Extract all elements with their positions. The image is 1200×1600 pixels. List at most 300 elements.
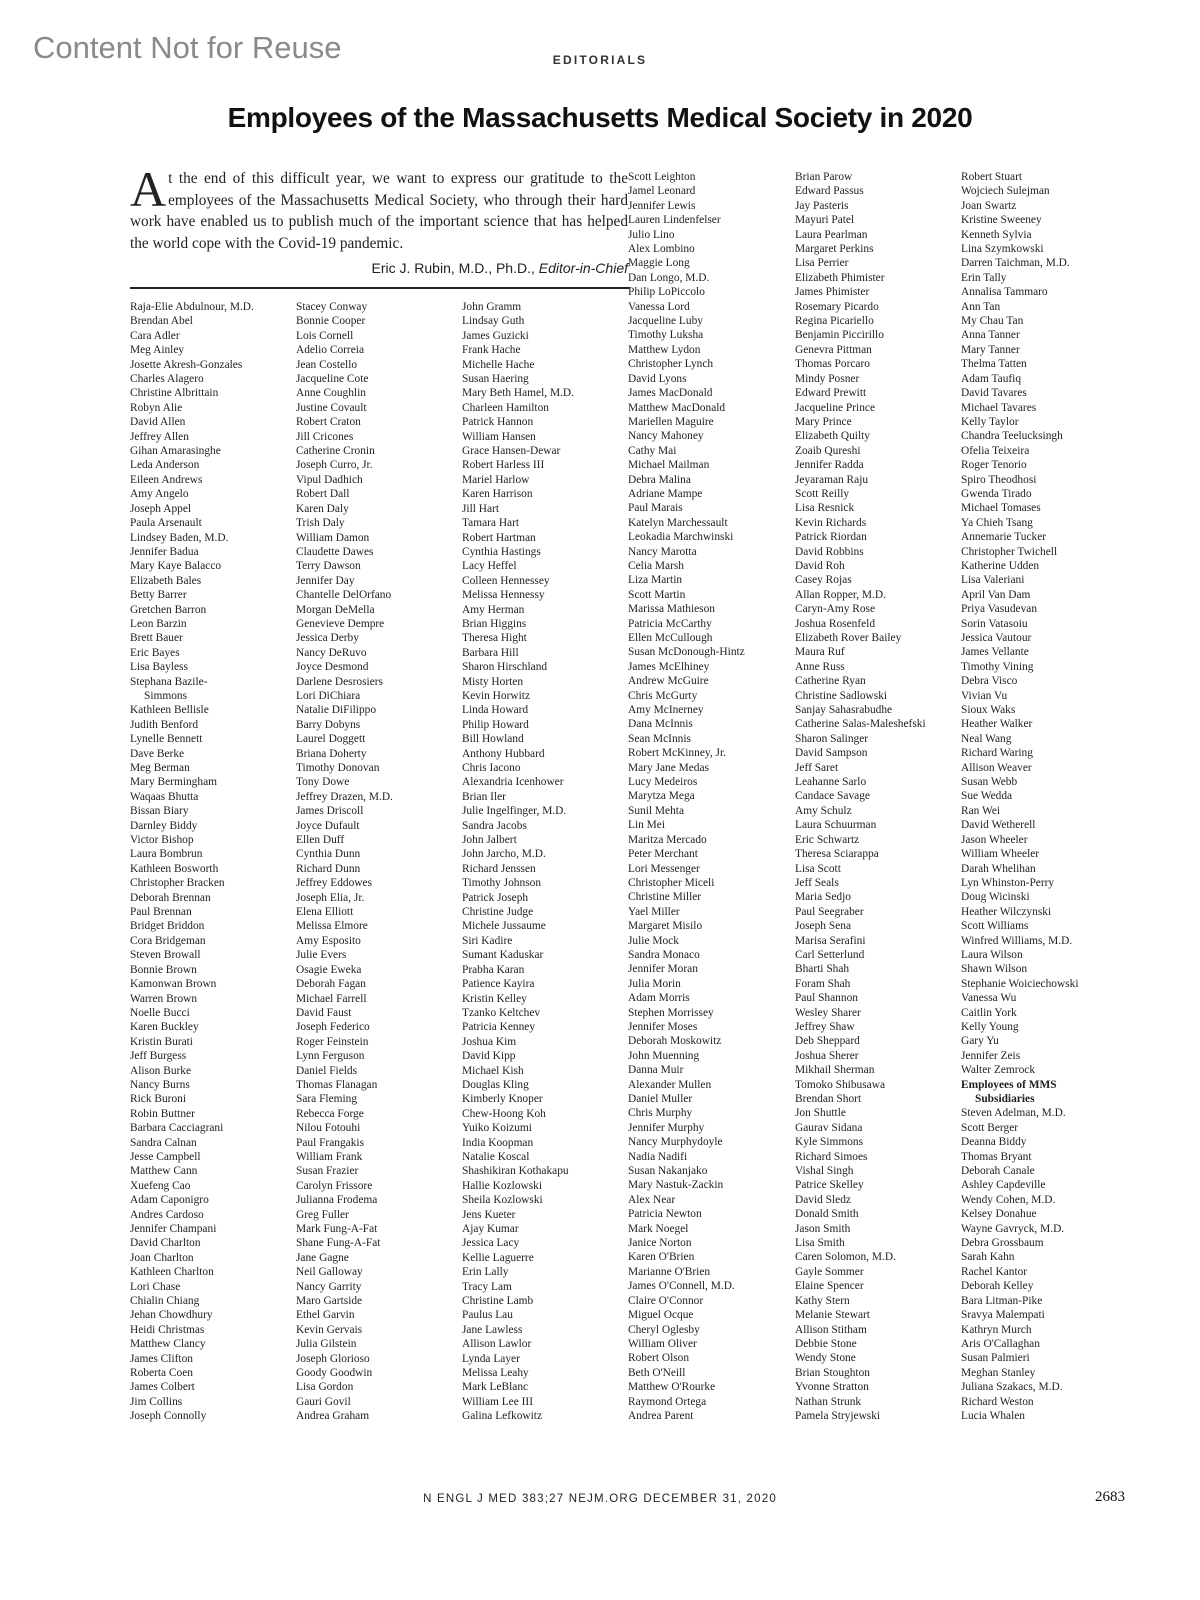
employee-name: Jennifer Lewis [628, 199, 696, 212]
employee-name: Jason Smith [795, 1222, 851, 1235]
employee-name: Bridget Briddon [130, 920, 205, 933]
employee-name: Natalie DiFilippo [296, 704, 377, 717]
employee-name: Richard Simoes [795, 1150, 868, 1163]
employee-name: Sioux Waks [961, 704, 1016, 717]
employee-name: William Damon [296, 531, 370, 544]
employee-name: Ofelia Teixeira [961, 444, 1030, 457]
employee-name: Kevin Richards [795, 516, 867, 529]
employee-name: Candace Savage [795, 790, 870, 803]
employee-name: Cynthia Hastings [462, 545, 541, 558]
employee-name: Jeffrey Shaw [795, 1020, 855, 1033]
employee-name: Chantelle DelOrfano [296, 589, 392, 602]
employee-name: Claire O'Connor [628, 1294, 704, 1307]
employee-name: Terry Dawson [296, 560, 361, 573]
employee-name: Alison Burke [130, 1064, 192, 1077]
employee-name: Lindsey Baden, M.D. [130, 531, 229, 544]
employee-name: James McElhiney [628, 660, 710, 673]
employee-name: Maria Sedjo [795, 891, 851, 904]
employee-name: India Koopman [462, 1136, 534, 1149]
employee-name: Xuefeng Cao [130, 1179, 191, 1192]
employee-name: Maro Gartside [296, 1295, 363, 1308]
employee-name: Nathan Strunk [795, 1395, 862, 1408]
employee-name: Debra Grossbaum [961, 1237, 1044, 1250]
employee-name: Dave Berke [130, 747, 185, 760]
employee-name: Employees of MMS [961, 1078, 1057, 1091]
employee-name: Elena Elliott [296, 906, 354, 919]
employee-name: Jesse Campbell [130, 1150, 201, 1163]
employee-name: John Gramm [462, 301, 522, 313]
employee-name: Mariellen Maguire [628, 415, 714, 428]
employee-name: Jeffrey Allen [130, 430, 189, 443]
employee-name: Lisa Perrier [795, 257, 849, 270]
employee-name: Janice Norton [628, 1237, 692, 1250]
employee-name: Patricia Kenney [462, 1021, 536, 1034]
employee-name: Joseph Elia, Jr. [296, 891, 365, 904]
employee-name: Catherine Ryan [795, 675, 866, 688]
employee-name: Joseph Glorioso [296, 1352, 370, 1365]
employee-name: Deborah Moskowitz [628, 1035, 722, 1048]
employee-name: Jane Gagne [296, 1251, 349, 1264]
employee-name: Chris McGurty [628, 689, 698, 702]
employee-name: James Colbert [130, 1381, 195, 1394]
employee-name: Theresa Sciarappa [795, 848, 879, 861]
employee-name: Ellen Duff [296, 834, 345, 847]
employee-name: Vivian Vu [961, 689, 1008, 702]
intro-divider [130, 287, 630, 289]
employee-name: Adam Taufiq [961, 372, 1022, 385]
employee-name: Kristine Sweeney [961, 214, 1042, 227]
employee-name: Robert Hartman [462, 531, 536, 544]
employee-name: Sorin Vatasoiu [961, 617, 1028, 630]
employee-name: Liza Martin [628, 574, 683, 587]
employee-name: Steven Browall [130, 949, 201, 962]
employee-name: Nancy Murphydoyle [628, 1136, 723, 1149]
employee-name: Susan Nakanjako [628, 1165, 708, 1178]
employee-name: Deborah Kelley [961, 1280, 1034, 1293]
employee-name: Sharon Hirschland [462, 661, 548, 674]
intro-paragraph [130, 161, 628, 254]
employee-name: Scott Williams [961, 920, 1029, 933]
employee-name: Lucia Whalen [961, 1409, 1025, 1422]
employee-name: Richard Dunn [296, 862, 361, 875]
employee-name: Christopher Twichell [961, 545, 1058, 558]
employee-name: Wesley Sharer [795, 1006, 861, 1019]
employee-name: Mark LeBlanc [462, 1381, 529, 1394]
employee-name: Eric Bayes [130, 646, 180, 659]
employee-name: Kimberly Knoper [462, 1093, 543, 1106]
employee-name: Melissa Leahy [462, 1367, 529, 1380]
employee-name: Stacey Conway [296, 301, 368, 313]
employee-name: Paul Shannon [795, 992, 858, 1005]
employee-name: Brendan Short [795, 1093, 862, 1105]
employee-name: Lynda Layer [462, 1352, 520, 1365]
employee-name: Mary Prince [795, 415, 852, 428]
employee-name: Scott Leighton [628, 171, 696, 183]
employee-name: Allison Lawlor [462, 1338, 532, 1351]
employee-name: Nancy Mahoney [628, 430, 704, 443]
employee-name: David Kipp [462, 1050, 516, 1063]
employee-name: Doug Wicinski [961, 891, 1030, 904]
employee-name: Patrick Joseph [462, 891, 529, 904]
employee-name: Jean Costello [296, 358, 358, 371]
employee-name: Susan Webb [961, 776, 1018, 789]
employee-name: Josette Akresh-Gonzales [130, 358, 243, 371]
employee-name: Mikhail Sherman [795, 1064, 875, 1077]
employee-name: Thomas Bryant [961, 1150, 1032, 1163]
employee-name: Marytza Mega [628, 790, 695, 803]
employee-name: Jeffrey Eddowes [296, 877, 373, 890]
employee-name: Joseph Sena [795, 920, 851, 933]
employee-name: Allan Ropper, M.D. [795, 588, 886, 601]
employee-name: David Wetherell [961, 819, 1036, 832]
employee-name: Trish Daly [296, 517, 345, 530]
employee-name: Jay Pasteris [795, 199, 849, 212]
employee-name: Kellie Laguerre [462, 1251, 534, 1264]
employee-name: Neil Galloway [296, 1266, 363, 1279]
employee-name: Philip LoPiccolo [628, 286, 705, 299]
employee-name: Tomoko Shibusawa [795, 1078, 886, 1091]
employee-name: Darren Taichman, M.D. [961, 257, 1070, 270]
employee-name: Jane Lawless [462, 1323, 523, 1336]
employee-name: Brian Iler [462, 790, 506, 803]
employee-name: Kamonwan Brown [130, 978, 217, 991]
employee-name: Genevieve Dempre [296, 617, 385, 630]
employee-name: Sean McInnis [628, 732, 691, 745]
employee-name: Tony Dowe [296, 776, 350, 789]
employee-name: Susan Palmieri [961, 1352, 1030, 1365]
employee-name: Alexander Mullen [628, 1078, 712, 1091]
employee-name: Andrea Parent [628, 1409, 694, 1422]
employee-name: Annemarie Tucker [961, 531, 1047, 544]
signature-name: Eric J. Rubin, M.D., Ph.D., [371, 260, 539, 276]
employee-name: Jamel Leonard [628, 185, 696, 198]
employee-name: Sandra Monaco [628, 948, 700, 961]
employee-name: Priya Vasudevan [961, 603, 1038, 616]
employee-name: Lisa Scott [795, 862, 841, 875]
employee-name: April Van Dam [961, 588, 1031, 601]
employee-name: Debbie Stone [795, 1337, 857, 1350]
employee-name: Vipul Dadhich [296, 473, 363, 486]
employee-name: David Tavares [961, 387, 1027, 400]
employee-name: Jennifer Badua [130, 545, 199, 558]
employee-name: Noelle Bucci [130, 1006, 190, 1019]
employee-name: Zoaib Qureshi [795, 444, 861, 457]
employee-name: David Allen [130, 416, 186, 429]
employee-name: Leahanne Sarlo [795, 776, 867, 789]
employee-name: Christopher Lynch [628, 358, 714, 371]
employee-name: Julie Evers [296, 949, 347, 962]
employee-name: Jehan Chowdhury [130, 1309, 213, 1322]
employee-name: Elizabeth Rover Bailey [795, 632, 902, 644]
employee-name: Sara Fleming [296, 1093, 358, 1106]
employee-name: Thomas Flanagan [296, 1078, 378, 1091]
employee-name: Amy Esposito [296, 934, 361, 947]
employee-name: Nancy Burns [130, 1078, 190, 1091]
employee-name: Kathleen Bosworth [130, 862, 219, 875]
employee-name: Shane Fung-A-Fat [296, 1237, 381, 1250]
employee-name: Kenneth Sylvia [961, 228, 1032, 241]
employee-name: Mary Bermingham [130, 776, 217, 789]
employee-name: Christine Lamb [462, 1295, 534, 1308]
employee-name: Karen Daly [296, 502, 349, 515]
employee-name: Sanjay Sahasrabudhe [795, 704, 893, 717]
employee-name: Nancy Garrity [296, 1280, 362, 1293]
employee-name: Betty Barrer [130, 589, 187, 602]
employee-name: Carl Setterlund [795, 948, 865, 961]
employee-name: Siri Kadire [462, 934, 513, 947]
employee-name: Heather Walker [961, 718, 1033, 731]
employee-name: Donald Smith [795, 1208, 859, 1221]
employee-name: Jeff Saret [795, 761, 839, 774]
employee-name: Michael Farrell [296, 992, 367, 1005]
employee-name: Benjamin Piccirillo [795, 329, 884, 342]
employee-name: Goody Goodwin [296, 1367, 373, 1380]
employee-name: Jennifer Murphy [628, 1121, 705, 1134]
employee-name: Jennifer Moses [628, 1020, 698, 1033]
employee-name: Chris Iacono [462, 762, 521, 774]
employee-name: Osagie Eweka [296, 963, 362, 976]
employee-name: Maritza Mercado [628, 833, 707, 846]
employee-name: Robert Olson [628, 1352, 690, 1365]
employee-name: Kelly Taylor [961, 415, 1019, 428]
employee-name: Darnley Biddy [130, 819, 198, 832]
employee-name: Brendan Abel [130, 315, 193, 328]
employee-name: Julie Mock [628, 934, 679, 947]
employee-name: Lisa Bayless [130, 661, 188, 674]
employee-name: Margaret Misilo [628, 920, 703, 933]
employee-name: David Faust [296, 1006, 352, 1019]
employee-name: Andrew McGuire [628, 675, 709, 688]
employee-name: Meg Ainley [130, 344, 185, 357]
employee-name: Catherine Salas-Maleshefski [795, 718, 926, 731]
employee-name: Mary Beth Hamel, M.D. [462, 387, 574, 400]
employee-name: Barbara Hill [462, 646, 519, 659]
employee-name: Jennifer Zeis [961, 1049, 1021, 1062]
employee-name: Wendy Stone [795, 1352, 856, 1365]
employee-name: Sharon Salinger [795, 732, 869, 745]
employee-name: Melissa Hennessy [462, 589, 545, 602]
employee-name: Elizabeth Bales [130, 574, 202, 587]
employee-name: Leda Anderson [130, 459, 200, 472]
employee-name: Caitlin York [961, 1006, 1017, 1019]
employee-name: Nancy Marotta [628, 545, 697, 558]
employee-name: Mindy Posner [795, 372, 860, 385]
employee-name: Patricia Newton [628, 1208, 702, 1221]
employee-name: Lina Szymkowski [961, 243, 1044, 256]
employee-name: Raymond Ortega [628, 1395, 707, 1408]
employee-name: Joseph Connolly [130, 1410, 207, 1423]
employee-name: Tracy Lam [462, 1280, 512, 1293]
names-column-1 [130, 300, 254, 1424]
employee-name: Joan Charlton [130, 1251, 194, 1264]
employee-name: Adam Morris [628, 992, 690, 1005]
employee-name: Anthony Hubbard [462, 747, 545, 760]
employee-name: Laura Wilson [961, 948, 1023, 961]
employee-name: Sumant Kaduskar [462, 949, 544, 962]
employee-name: Barry Dobyns [296, 718, 361, 731]
employee-name: Roger Feinstein [296, 1035, 369, 1048]
employee-name: Lindsay Guth [462, 315, 525, 328]
employee-name: Jon Shuttle [795, 1107, 846, 1120]
names-column-3 [462, 300, 574, 1424]
employee-name: Meghan Stanley [961, 1366, 1036, 1379]
employee-name: David Lyons [628, 372, 687, 385]
employee-name: Mary Kaye Balacco [130, 560, 222, 573]
employee-name: Kathryn Murch [961, 1323, 1032, 1336]
employee-name: Lisa Gordon [296, 1381, 354, 1394]
employee-name: Misty Horten [462, 675, 524, 688]
employee-name: Michelle Hache [462, 358, 535, 371]
names-column-6 [961, 170, 1079, 1423]
employee-name: Douglas Kling [462, 1078, 529, 1091]
employee-name: Rebecca Forge [296, 1107, 364, 1120]
employee-name: Thomas Porcaro [795, 358, 870, 371]
employee-name: Judith Benford [130, 718, 199, 731]
employee-name: Stephanie Woiciechowski [961, 977, 1079, 990]
employee-name: Prabha Karan [462, 963, 525, 976]
employee-name: Robert Harless III [462, 459, 545, 472]
employee-name: Karen Buckley [130, 1021, 199, 1034]
employee-name: Katherine Udden [961, 559, 1040, 572]
employee-name: Lacy Heffel [462, 560, 517, 573]
employee-name: Kathleen Charlton [130, 1266, 214, 1279]
employee-name: Eric Schwartz [795, 833, 860, 846]
employee-name: Lori Messenger [628, 862, 700, 875]
employee-name: Lynelle Bennett [130, 733, 203, 746]
employee-name: Michael Mailman [628, 459, 710, 472]
employee-name: Margaret Perkins [795, 243, 874, 256]
employee-name: Yvonne Stratton [795, 1381, 869, 1394]
employee-name: Vanessa Lord [628, 300, 690, 313]
employee-name: Wojciech Sulejman [961, 185, 1050, 198]
names-column-5 [795, 170, 926, 1423]
signature-role: Editor-in-Chief [538, 260, 628, 276]
employee-name: Timothy Luksha [628, 329, 704, 342]
employee-name: Victor Bishop [130, 834, 194, 847]
employee-name: Thelma Tatten [961, 358, 1027, 371]
employee-name: Gary Yu [961, 1035, 999, 1048]
employee-name: Lisa Resnick [795, 502, 855, 515]
employee-name: Pamela Stryjewski [795, 1409, 881, 1422]
employee-name: James Vellante [961, 646, 1029, 659]
employee-name: Caryn-Amy Rose [795, 603, 876, 616]
employee-name: Foram Shah [795, 977, 851, 990]
employee-name: Debra Visco [961, 675, 1018, 688]
employee-name: Jill Hart [462, 502, 500, 515]
employee-name: Bill Howland [462, 733, 524, 746]
employee-name: Morgan DeMella [296, 603, 375, 616]
employee-name: Matthew MacDonald [628, 401, 726, 414]
employee-name: Adam Caponigro [130, 1194, 209, 1207]
employee-name: Danna Muir [628, 1064, 684, 1077]
employee-name: Joseph Appel [130, 502, 192, 515]
employee-name: Dana McInnis [628, 718, 693, 731]
employee-name: Christopher Bracken [130, 877, 225, 890]
employee-name: Julia Morin [628, 977, 681, 990]
employee-name: Karen O'Brien [628, 1251, 695, 1264]
employee-name: Sue Wedda [961, 790, 1013, 803]
employee-name: Genevra Pittman [795, 343, 872, 356]
employee-name: James Phimister [795, 286, 870, 299]
employee-name: Christine Judge [462, 906, 534, 919]
employee-name: Shashikiran Kothakapu [462, 1165, 569, 1178]
employee-name: Sunil Mehta [628, 804, 685, 817]
employee-name: Scott Martin [628, 588, 686, 601]
employee-name: Jacqueline Cote [296, 373, 369, 386]
employee-name: Warren Brown [130, 992, 198, 1005]
employee-name: Patrice Skelley [795, 1179, 864, 1192]
employee-name: Brian Stoughton [795, 1366, 870, 1379]
employee-name: Annalisa Tammaro [961, 286, 1048, 299]
employee-name: Gihan Amarasinghe [130, 445, 221, 458]
employee-name: Chris Murphy [628, 1107, 693, 1120]
employee-name: Marissa Mathieson [628, 603, 715, 616]
employee-name: Christine Albrittain [130, 387, 219, 400]
employee-name: Laura Bombrun [130, 848, 203, 861]
employee-name: Kristin Burati [130, 1035, 193, 1048]
employee-name: Lyn Whinston-Perry [961, 876, 1055, 889]
employee-name: Sarah Kahn [961, 1251, 1015, 1264]
employee-name: Colleen Hennessey [462, 574, 550, 587]
employee-name: Chandra Teelucksingh [961, 430, 1063, 443]
employee-name: Brian Higgins [462, 617, 527, 630]
employee-name: Julia Gilstein [296, 1338, 357, 1351]
employee-name: Jessica Vautour [961, 632, 1032, 644]
employee-name: Winfred Williams, M.D. [961, 934, 1073, 947]
employee-name: Sheila Kozlowski [462, 1194, 543, 1207]
employee-name: Susan Frazier [296, 1165, 359, 1178]
employee-name: Celia Marsh [628, 559, 684, 572]
employee-name: Rosemary Picardo [795, 300, 879, 313]
employee-name: Jessica Derby [296, 632, 359, 645]
employee-name: Linda Howard [462, 704, 529, 717]
page-number: 2683 [1095, 1489, 1125, 1505]
employee-name: Waqaas Bhutta [130, 790, 199, 803]
employee-name: Lauren Lindenfelser [628, 214, 721, 227]
employee-name: Charles Alagero [130, 373, 204, 386]
employee-name: Bharti Shah [795, 963, 850, 976]
employee-name: David Roh [795, 559, 845, 572]
employee-name: Karen Harrison [462, 488, 533, 501]
employee-name: Ellen McCullough [628, 632, 713, 644]
employee-name: Vanessa Wu [961, 992, 1017, 1005]
employee-name: Cora Bridgeman [130, 934, 206, 947]
employee-name: Anne Coughlin [296, 387, 366, 400]
employee-name: Adriane Mampe [628, 487, 703, 500]
employee-name: Barbara Cacciagrani [130, 1122, 224, 1135]
employee-name: William Lee III [462, 1395, 534, 1408]
employee-name: Dan Longo, M.D. [628, 271, 710, 284]
employee-name: Heidi Christmas [130, 1323, 205, 1336]
employee-name: Jill Cricones [296, 430, 354, 443]
employee-name: Erin Lally [462, 1266, 509, 1279]
employee-name: Kyle Simmons [795, 1136, 864, 1149]
employee-name: Catherine Cronin [296, 445, 375, 458]
employee-name: Erin Tally [961, 271, 1007, 284]
employee-name: Anna Tanner [961, 329, 1020, 342]
employee-name: Melanie Stewart [795, 1309, 870, 1322]
employee-name: Miguel Ocque [628, 1309, 694, 1322]
employee-name: Jennifer Day [296, 574, 355, 587]
employee-name: Nadia Nadifi [628, 1150, 688, 1163]
employee-name: Andrea Graham [296, 1410, 370, 1423]
employee-name: Sravya Malempati [961, 1309, 1045, 1322]
employee-name: Ya Chieh Tsang [961, 516, 1033, 529]
employee-name: Galina Lefkowitz [462, 1410, 543, 1423]
employee-name: Roger Tenorio [961, 459, 1027, 472]
employee-name: Debra Malina [628, 473, 691, 486]
employee-name: Heather Wilczynski [961, 905, 1052, 918]
